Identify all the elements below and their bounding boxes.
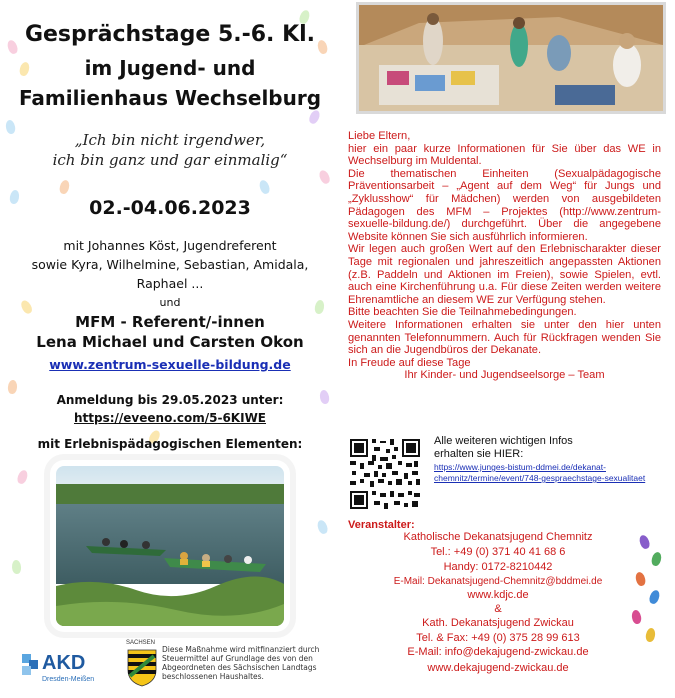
info-line2: erhalten sie HIER:	[434, 448, 524, 460]
akd-logo	[20, 648, 120, 688]
canoe-lake-photo	[56, 466, 284, 626]
sachsen-coat-of-arms	[124, 640, 160, 688]
sachsen-label: SACHSEN	[126, 640, 156, 646]
experiential-heading: mit Erlebnispädagogischen Elementen:	[37, 437, 303, 451]
organizer-heading: Veranstalter:	[348, 519, 415, 531]
team-line4: und	[159, 296, 181, 309]
mfm-website-link[interactable]: www.zentrum-sexuelle-bildung.de	[49, 357, 291, 372]
chemnitz-mobile: Handy: 0172-8210442	[443, 561, 553, 573]
letter-experience: Wir legen auch großen Wert auf den Erlebnischarakter dieser Tage mit regionalen und jahreszeitlich angepassten Aktionen (z.B. Paddeln und Aktionen im Freien), sowie Spielen, evtl. auch eine Kirchenführung u.a. Für diese Zeiten werden weitere Ehrenamtliche an diesem WE zur Verfügung stehen.	[348, 243, 661, 306]
motto-line1: „Ich bin nicht irgendwer,	[74, 131, 266, 149]
letter-signature: Ihr Kinder- und Jugendseelsorge – Team	[404, 369, 605, 382]
mfm-names: Lena Michael und Carsten Okon	[36, 333, 304, 351]
team-line2: sowie Kyra, Wilhelmine, Sebastian, Amidala,	[31, 257, 309, 272]
registration-deadline: Anmeldung bis 29.05.2023 unter:	[56, 393, 284, 407]
organizer-ampersand: &	[494, 603, 502, 615]
letter-greeting: Liebe Eltern,	[348, 130, 411, 142]
flyer-right-column	[340, 0, 675, 698]
flyer-title-line3: Familienhaus Wechselburg	[18, 86, 322, 110]
akd-sublabel: Dresden-Meißen	[42, 676, 95, 683]
motto-line2: ich bin ganz und gar einmalig“	[52, 151, 288, 169]
organizer-zwickau: Kath. Dekanatsjugend Zwickau	[422, 617, 574, 629]
letter-contact-info: Weitere Informationen erhalten sie unter den hier unten genannten Telefonnummern. Auch für Rückfragen wenden Sie sich an die Jugendbüros der Dekanate.	[348, 318, 661, 357]
info-event-link[interactable]: https://www.junges-bistum-ddmei.de/dekanat-chemnitz/termine/event/748-gespraechstage-sexualitaet	[434, 462, 646, 483]
team-line3: Raphael ...	[136, 276, 204, 291]
registration-link[interactable]: https://eveeno.com/5-6KIWE	[73, 411, 267, 425]
flyer-title-line1: Gesprächstage 5.-6. Kl.	[24, 22, 316, 47]
qr-code[interactable]	[348, 437, 422, 511]
flyer-title-line2: im Jugend- und	[84, 56, 256, 80]
chemnitz-website[interactable]: www.kdjc.de	[467, 589, 529, 601]
info-line1: Alle weiteren wichtigen Infos	[434, 435, 573, 447]
mfm-heading: MFM - Referent/-innen	[75, 313, 265, 331]
letter-conditions: Bitte beachten Sie die Teilnahmebedingungen.	[348, 306, 577, 319]
zwickau-website[interactable]: www.dekajugend-zwickau.de	[427, 662, 569, 674]
funding-notice: Diese Maßnahme wird mitfinanziert durch Steuermittel auf Grundlage des von den Abgeordneten des Sächsischen Landtags beschlossenen Haushaltes.	[162, 645, 320, 681]
zwickau-email[interactable]: E-Mail: info@dekajugend-zwickau.de	[407, 646, 589, 658]
event-date: 02.-04.06.2023	[89, 197, 251, 219]
team-line1: mit Johannes Köst, Jugendreferent	[63, 238, 277, 253]
letter-closing: In Freude auf diese Tage	[348, 356, 471, 369]
chemnitz-phone: Tel.: +49 (0) 371 40 41 68 6	[430, 546, 566, 558]
chemnitz-email[interactable]: E-Mail: Dekanatsjugend-Chemnitz@bddmei.de	[393, 576, 603, 587]
workshop-room-photo	[356, 2, 666, 114]
canoe-photo-frame	[50, 460, 290, 632]
zwickau-phone-fax: Tel. & Fax: +49 (0) 375 28 99 613	[416, 632, 580, 644]
parent-letter	[348, 130, 661, 382]
organizer-chemnitz: Katholische Dekanatsjugend Chemnitz	[403, 531, 593, 543]
info-text	[434, 435, 573, 461]
letter-intro: hier ein paar kurze Informationen für Sie über das WE in Wechselburg im Muldental.	[348, 142, 661, 168]
akd-label: AKD	[42, 652, 86, 674]
letter-topics: Die thematischen Einheiten (Sexualpädagogische Präventionsarbeit – „Agent auf dem Weg“ für Jungs und „Zyklusshow“ für Mädchen) werden von ausgebildeten Pädagogen des MFM – Projektes (http://www.zentrum-sexuelle-bildung.de/) durchgeführt. Über die angegebene Website können Sie sich ausführlich informieren.	[348, 167, 661, 243]
